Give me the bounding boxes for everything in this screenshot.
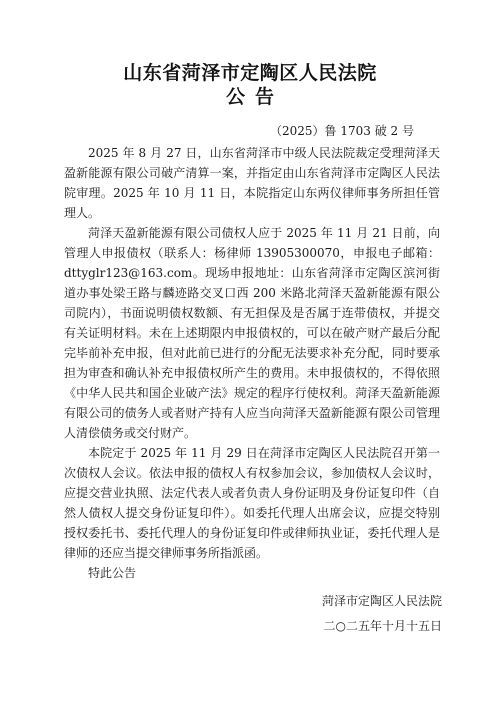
paragraph-creditor-meeting: 本院定于 2025 年 11 月 29 日在菏泽市定陶区人民法院召开第一次债权人会议。依法申报的债权人有权参加会议，参加债权人会议时，应提交营业执照、法定代表人或者负责人身份证明及身份证复印件（自然人债权人提交身份证复印件）。如委托代理人出席会议，应提交特别授权委托书、委托代理人的身份证复印件或律师执业证，委托代理人是律师的还应当提交律师事务所指派函。 xyxy=(64,446,440,560)
paragraph-case-acceptance: 2025 年 8 月 27 日，山东省菏泽市中级人民法院裁定受理菏泽天盈新能源有限公司破产清算一案，并指定由山东省菏泽市定陶区人民法院审理。2025 年 10 月 11 日，本院指定山东两仪律师事务所担任管理人。 xyxy=(64,146,440,220)
paragraph-claim-declaration: 菏泽天盈新能源有限公司债权人应于 2025 年 11 月 21 日前，向管理人申报债权（联系人：杨律师 13905300070，申报电子邮箱：dttyglr123@163.com。现场申报地址：山东省菏泽市定陶区滨河街道办事处梁王路与麟迹路交叉口西 200 米路北菏泽天盈新能源有限公司院内），书面说明债权数额、有无担保及是否属于连带债权，并提交有关证明材料。未在上述期限内申报债权的，可以在破产财产最后分配完毕前补充申报，但对此前已进行的分配无法要求补充分配，同时要承担为审查和确认补充申报债权所产生的费用。未申报债权的，不得依照《中华人民共和国企业破产法》规定的程序行使权利。菏泽天盈新能源有限公司的债务人或者财产持有人应当向菏泽天盈新能源有限公司管理人清偿债务或交付财产。 xyxy=(64,226,440,440)
closing-phrase: 特此公告 xyxy=(88,566,137,580)
issue-date: 二○二五年十月十五日 xyxy=(323,619,442,633)
case-number: （2025）鲁 1703 破 2 号 xyxy=(270,124,414,138)
notice-heading: 公告 xyxy=(225,86,284,108)
court-title: 山东省菏泽市定陶区人民法院 xyxy=(123,62,377,84)
issuing-court-signature: 菏泽市定陶区人民法院 xyxy=(321,594,442,608)
notice-body xyxy=(64,143,440,583)
